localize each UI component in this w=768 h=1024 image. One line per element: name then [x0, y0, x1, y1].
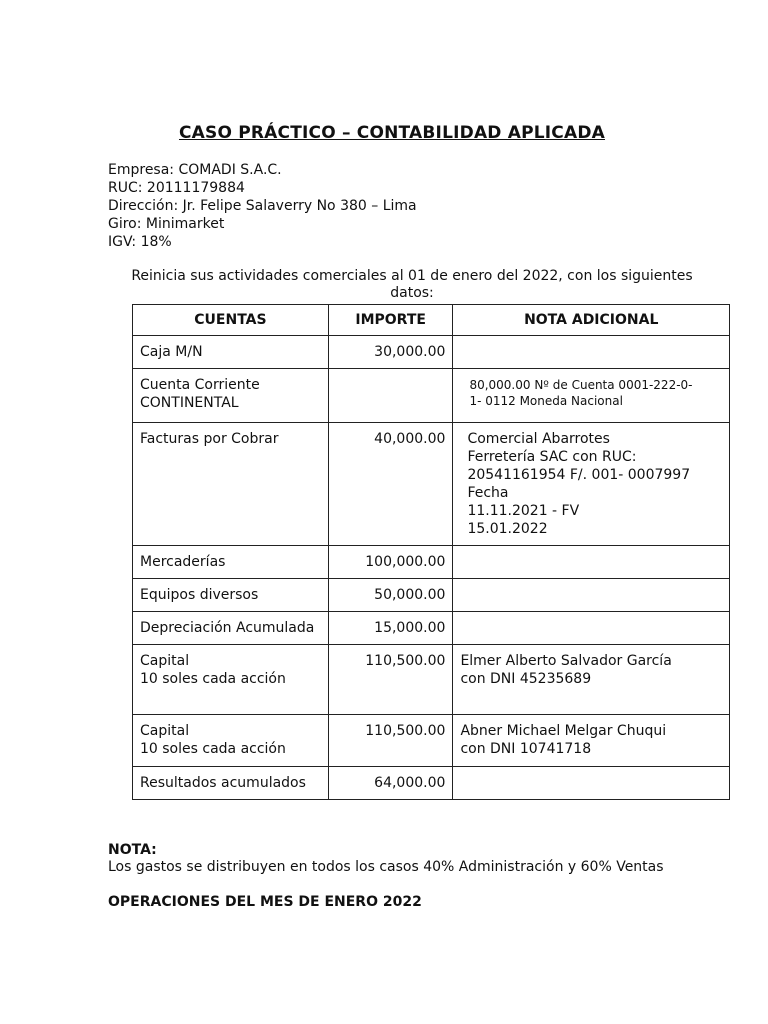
cuenta-cell	[133, 369, 329, 423]
cuenta-label: Cuenta Corriente	[140, 377, 260, 393]
nota-cell	[453, 546, 730, 579]
cuenta-label: Equipos diversos	[140, 587, 259, 603]
nota-line: 15.01.2022	[467, 521, 548, 537]
table-header-row	[133, 305, 730, 336]
nota-section	[108, 842, 664, 876]
cuenta-cell	[133, 612, 329, 645]
company-igv: IGV: 18%	[108, 234, 172, 250]
cuenta-label: Mercaderías	[140, 554, 226, 570]
nota-cell	[453, 369, 730, 423]
nota-line: con DNI 10741718	[460, 741, 592, 757]
cuenta-label: Caja M/N	[140, 344, 203, 360]
nota-cell	[453, 767, 730, 800]
table-row	[133, 546, 730, 579]
importe-cell: 40,000.00	[328, 423, 453, 546]
cuenta-cell	[133, 423, 329, 546]
table-row	[133, 369, 730, 423]
nota-line: Elmer Alberto Salvador García	[460, 653, 672, 669]
cuenta-label: Capital	[140, 653, 190, 669]
company-address: Dirección: Jr. Felipe Salaverry No 380 – Lima	[108, 198, 417, 214]
cuenta-cell	[133, 645, 329, 715]
nota-label: NOTA:	[108, 842, 157, 858]
table-row	[133, 336, 730, 369]
nota-cell	[453, 612, 730, 645]
cuenta-label: Depreciación Acumulada	[140, 620, 315, 636]
importe-cell: 15,000.00	[328, 612, 453, 645]
nota-text: Los gastos se distribuyen en todos los casos 40% Administración y 60% Ventas	[108, 859, 664, 875]
nota-cell	[453, 423, 730, 546]
importe-cell: 64,000.00	[328, 767, 453, 800]
nota-line: 80,000.00 Nº de Cuenta 0001-222-0-	[469, 378, 693, 392]
importe-cell: 100,000.00	[328, 546, 453, 579]
cuenta-cell	[133, 546, 329, 579]
importe-cell	[328, 369, 453, 423]
nota-cell	[453, 336, 730, 369]
nota-line: Fecha	[467, 485, 509, 501]
cuenta-label: Facturas por Cobrar	[140, 431, 279, 447]
company-business: Giro: Minimarket	[108, 216, 225, 232]
nota-line: Ferretería SAC con RUC:	[467, 449, 637, 465]
accounts-table	[132, 304, 730, 800]
nota-line: con DNI 45235689	[460, 671, 592, 687]
nota-cell	[453, 645, 730, 715]
cuenta-label: CONTINENTAL	[140, 395, 239, 411]
company-name: Empresa: COMADI S.A.C.	[108, 162, 282, 178]
cuenta-label: 10 soles cada acción	[140, 741, 286, 757]
document-title: CASO PRÁCTICO – CONTABILIDAD APLICADA	[178, 123, 606, 143]
intro-text: Reinicia sus actividades comerciales al 01 de enero del 2022, con los siguientes datos:	[131, 268, 693, 301]
table-row	[133, 579, 730, 612]
nota-line: Abner Michael Melgar Chuqui	[460, 723, 667, 739]
nota-line: Comercial Abarrotes	[467, 431, 610, 447]
cuenta-cell	[133, 767, 329, 800]
importe-cell: 50,000.00	[328, 579, 453, 612]
importe-cell: 110,500.00	[328, 645, 453, 715]
table-row	[133, 423, 730, 546]
cuenta-cell	[133, 715, 329, 767]
nota-line: 20541161954 F/. 001- 0007997	[467, 467, 691, 483]
header-importe: IMPORTE	[328, 305, 453, 336]
nota-line: 1- 0112 Moneda Nacional	[469, 394, 623, 408]
cuenta-label: 10 soles cada acción	[140, 671, 286, 687]
table-row	[133, 767, 730, 800]
operations-heading: OPERACIONES DEL MES DE ENERO 2022	[108, 894, 422, 910]
header-cuentas: CUENTAS	[133, 305, 329, 336]
cuenta-cell	[133, 336, 329, 369]
table-row	[133, 645, 730, 715]
cuenta-label: Resultados acumulados	[140, 775, 306, 791]
header-nota: NOTA ADICIONAL	[453, 305, 730, 336]
table-row	[133, 612, 730, 645]
nota-line: 11.11.2021 - FV	[467, 503, 580, 519]
table-row	[133, 715, 730, 767]
company-info	[108, 161, 417, 251]
importe-cell: 30,000.00	[328, 336, 453, 369]
nota-cell	[453, 579, 730, 612]
cuenta-label: Capital	[140, 723, 190, 739]
importe-cell: 110,500.00	[328, 715, 453, 767]
company-ruc: RUC: 20111179884	[108, 180, 245, 196]
cuenta-cell	[133, 579, 329, 612]
nota-cell	[453, 715, 730, 767]
